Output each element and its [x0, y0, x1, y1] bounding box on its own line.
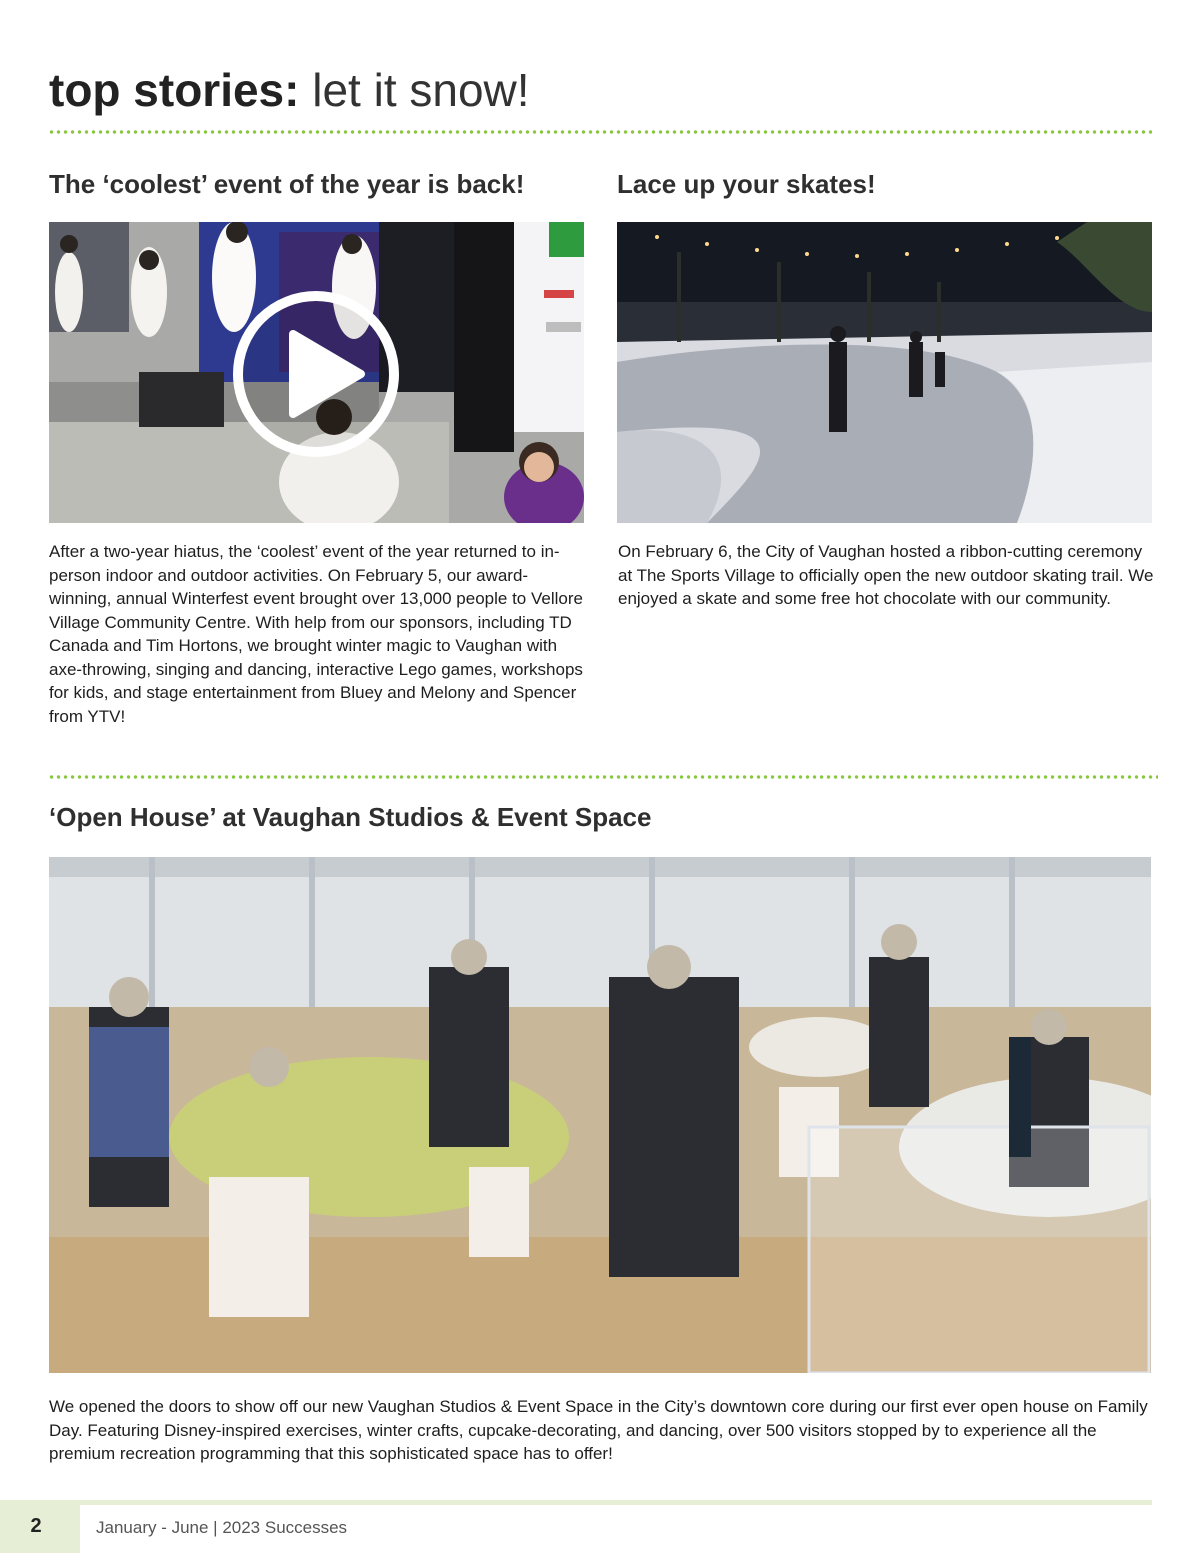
play-button[interactable]	[231, 289, 401, 459]
page-title	[49, 62, 530, 118]
footer-bar	[0, 1500, 1152, 1505]
page-title-bold: top stories:	[49, 64, 300, 116]
story1-body: After a two-year hiatus, the ‘coolest’ event of the year returned to in-person indoor and outdoor activities. On February 5, our award-winning, annual Winterfest event brought over 13,000 people to Vellore Village Community Centre. With help from our sponsors, including TD Canada and Tim Hortons, we brought winter magic to Vaughan with axe-throwing, singing and dancing, interactive Lego games, workshops for kids, and stage entertainment from Bluey and Melony and Spencer from YTV!	[49, 542, 583, 726]
story2-heading: Lace up your skates!	[617, 169, 876, 199]
footer-text: January - June | 2023 Successes	[96, 1518, 348, 1537]
divider-top	[48, 130, 1152, 134]
page-number: 2	[0, 1500, 80, 1553]
skating-trail-image	[617, 222, 1152, 523]
open-house-image	[49, 857, 1151, 1373]
play-icon	[231, 289, 401, 459]
story3-body: We opened the doors to show off our new Vaughan Studios & Event Space in the City’s downtown core during our first ever open house on Family Day. Featuring Disney-inspired exercises, winter crafts, cupcake-decorating, and dancing, over 500 visitors stopped by to experience all the premium recreation programming that this sophisticated space has to offer!	[49, 1397, 1148, 1463]
divider-middle	[48, 775, 1158, 779]
skating-trail-photo	[617, 222, 1152, 523]
story1-heading: The ‘coolest’ event of the year is back!	[49, 169, 525, 199]
story3-heading: ‘Open House’ at Vaughan Studios & Event Space	[49, 802, 652, 832]
page-title-light: let it snow!	[299, 64, 530, 116]
open-house-photo	[49, 857, 1151, 1373]
story2-body: On February 6, the City of Vaughan hosted a ribbon-cutting ceremony at The Sports Village to officially open the new outdoor skating trail. We enjoyed a skate and some free hot chocolate with our community.	[618, 542, 1154, 608]
